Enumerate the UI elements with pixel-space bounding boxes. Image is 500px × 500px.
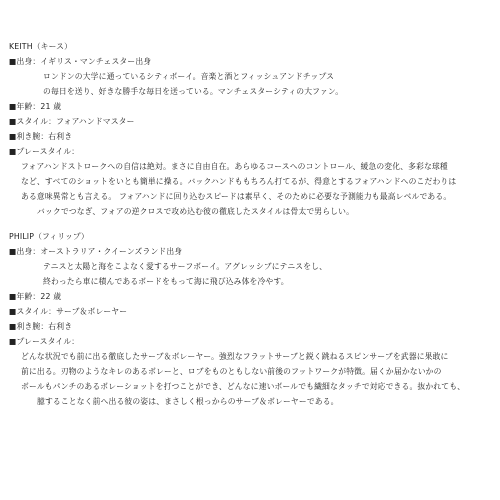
keith-play-style-line: バックでつなぎ、フォアの逆クロスで攻め込む彼の徹底したスタイルは骨太で男らしい。	[37, 207, 355, 216]
philip-hand: ■利き腕：右利き	[9, 322, 73, 331]
keith-play-style-label: ■プレースタイル：	[9, 147, 80, 156]
keith-name: KEITH（キース）	[9, 42, 73, 51]
keith-play-style-line: フォアハンドストロークへの自信は絶対。まさに自由自在。あらゆるコースへのコントロール、緩急の変化、多彩な球種	[21, 162, 448, 171]
philip-play-style-label: ■プレースタイル：	[9, 337, 80, 346]
philip-name: PHILIP（フィリップ）	[9, 232, 89, 241]
philip-play-style-line: 臆することなく前へ出る彼の姿は、まさしく根っからのサーブ＆ボレーヤーである。	[37, 397, 339, 406]
philip-play-style-line: ボールもパンチのあるボレーショットを打つことができ、どんなに速いボールでも繊細なタッチで対応できる。抜かれても、	[21, 382, 466, 391]
philip-play-style-line: 前に出る。刃物のようなキレのあるボレーと、ロブをものともしない前後のフットワークが特徴。届くか届かないかの	[21, 367, 442, 376]
philip-origin-desc-line: テニスと太陽と海をこよなく愛するサーフボーイ。アグレッシブにテニスをし、	[43, 262, 328, 271]
keith-hand: ■利き腕：右利き	[9, 132, 73, 141]
philip-style: ■スタイル：サーブ＆ボレーヤー	[9, 307, 128, 316]
philip-origin-desc-line: 終わったら車に積んであるボードをもって海に飛び込み体を冷やす。	[43, 277, 289, 286]
philip-origin: ■出身：オーストラリア・クイーンズランド出身	[9, 247, 183, 256]
keith-origin: ■出身：イギリス・マンチェスター出身	[9, 57, 152, 66]
keith-style: ■スタイル：フォアハンドマスター	[9, 117, 135, 126]
keith-play-style-line: など、すべてのショットをいとも簡単に操る。バックハンドももちろん打てるが、得意とするフォアハンドへのこだわりは	[21, 177, 457, 186]
keith-origin-desc-line: ロンドンの大学に通っているシティボーイ。音楽と酒とフィッシュアンドチップス	[43, 72, 335, 81]
keith-origin-desc-line: の毎日を送り、好きな勝手な毎日を送っている。マンチェスターシティの大ファン。	[43, 87, 344, 96]
philip-age: ■年齢：22 歳	[9, 292, 62, 301]
philip-play-style-line: どんな状況でも前に出る徹底したサーブ＆ボレーヤー。強烈なフラットサーブと鋭く跳ねるスピンサーブを武器に果敢に	[21, 352, 449, 361]
keith-age: ■年齢：21 歳	[9, 102, 62, 111]
keith-play-style-line: ある意味異常とも言える。 フォアハンドに回り込むスピードは素早く、そのために必要な予測能力も最高レベルである。	[21, 192, 452, 201]
